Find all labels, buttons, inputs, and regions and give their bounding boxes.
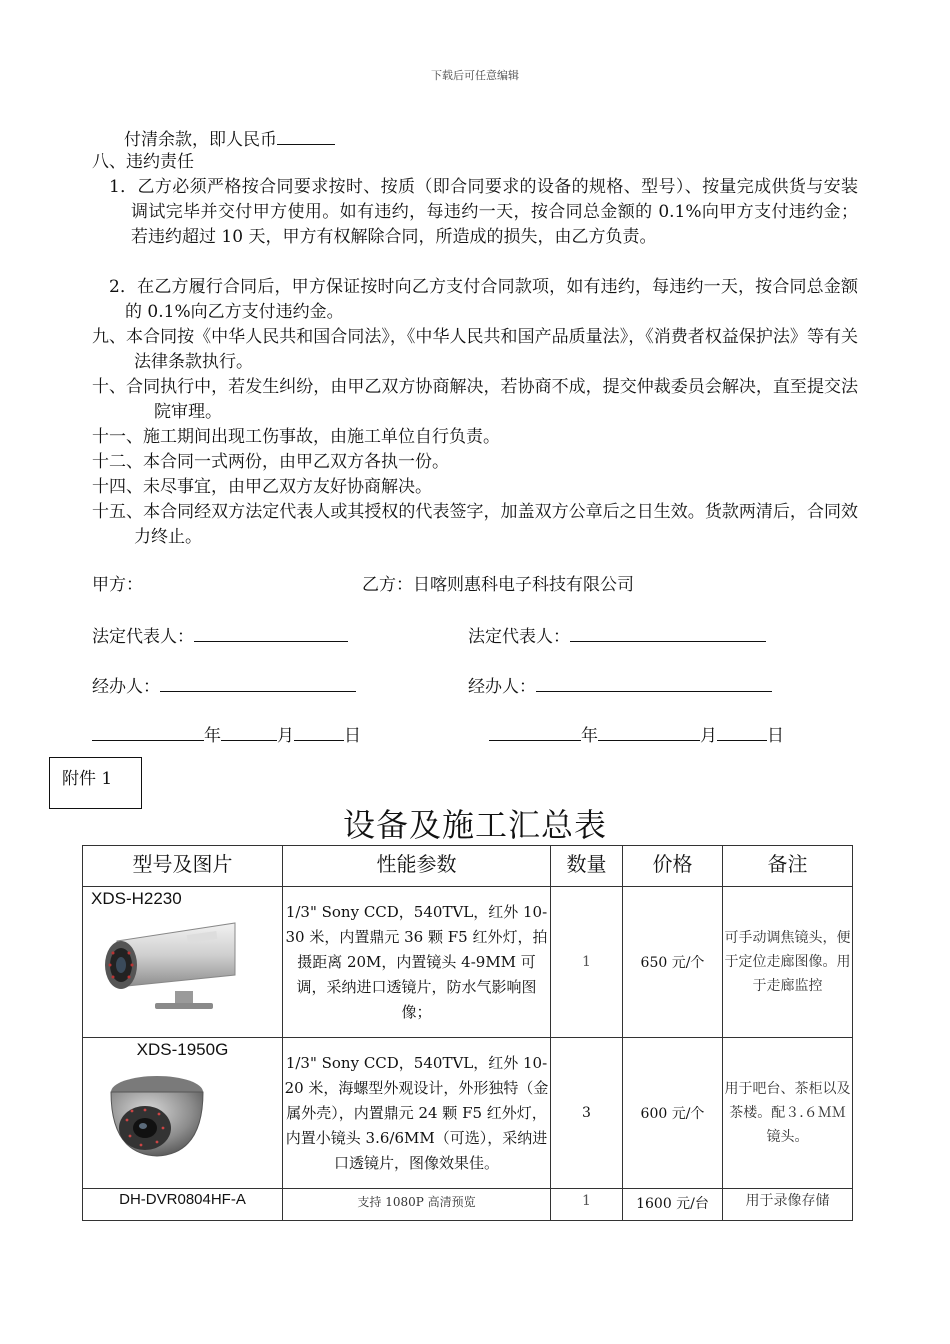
dome-camera-icon bbox=[97, 1062, 207, 1162]
page-header-note: 下载后可任意编辑 bbox=[431, 69, 519, 82]
column-header-note: 备注 bbox=[723, 846, 853, 887]
table-row bbox=[83, 1189, 853, 1221]
date-b-month-blank bbox=[598, 722, 700, 741]
date-a-year: 年 bbox=[204, 726, 221, 746]
model-cell bbox=[83, 887, 283, 1038]
date-a-year-blank bbox=[92, 722, 204, 741]
date-b-year-blank bbox=[489, 722, 581, 741]
appendix-label: 附件 1 bbox=[62, 769, 113, 789]
date-b-day-blank bbox=[717, 722, 767, 741]
qty-cell: 1 bbox=[551, 887, 623, 1038]
model-name: XDS-1950G bbox=[136, 1040, 229, 1059]
payment-text: 付清余款，即人民币 bbox=[124, 130, 277, 150]
section11: 十一、施工期间出现工伤事故，由施工单位自行负责。 bbox=[92, 427, 500, 447]
appendix-title: 设备及施工汇总表 bbox=[342, 807, 607, 843]
handler-b-blank bbox=[536, 673, 772, 692]
party-a-label: 甲方： bbox=[92, 575, 143, 595]
date-b-year: 年 bbox=[581, 726, 598, 746]
party-b-label: 乙方：日喀则惠科电子科技有限公司 bbox=[362, 575, 634, 595]
section9: 九、本合同按《中华人民共和国合同法》，《中华人民共和国产品质量法》，《消费者权益保护法》等有关法律条款执行。 bbox=[92, 327, 858, 372]
column-header-spec: 性能参数 bbox=[283, 846, 551, 887]
legal-rep-b-label: 法定代表人： bbox=[468, 627, 570, 647]
table-header-row bbox=[83, 846, 853, 887]
handler-a bbox=[92, 673, 356, 698]
section8-item2: 2．在乙方履行合同后，甲方保证按时向乙方支付合同款项，如有违约，每违约一天，按合同总金额的 0.1%向乙方支付违约金。 bbox=[109, 277, 858, 322]
section14: 十四、未尽事宜，由甲乙双方友好协商解决。 bbox=[92, 477, 432, 497]
equipment-table bbox=[82, 845, 853, 1221]
date-a-month: 月 bbox=[277, 726, 294, 746]
date-a-day: 日 bbox=[344, 726, 361, 746]
spec-cell: 1/3" Sony CCD，540TVL，红外 10-20 米，海螺型外观设计，外形独特（金属外壳），内置鼎元 24 颗 F5 红外灯，内置小镜头 3.6/6MM（可选），采纳进口透镜片，图像效果佳。 bbox=[283, 1038, 551, 1189]
payment-line bbox=[124, 126, 335, 153]
handler-a-label: 经办人： bbox=[92, 677, 160, 697]
payment-blank bbox=[277, 126, 335, 145]
spec-cell: 1/3" Sony CCD，540TVL，红外 10-30 米，内置鼎元 36 颗 F5 红外灯，拍摄距离 20M，内置镜头 4-9MM 可调，采纳进口透镜片，防水气影响图像； bbox=[283, 887, 551, 1038]
model-cell: DH-DVR0804HF-A bbox=[83, 1189, 283, 1221]
note-cell: 用于录像存储 bbox=[723, 1189, 853, 1221]
date-a bbox=[92, 722, 361, 747]
qty-cell: 3 bbox=[551, 1038, 623, 1189]
note-cell: 可手动调焦镜头，便于定位走廊图像。用于走廊监控 bbox=[723, 887, 853, 1038]
model-name: XDS-H2230 bbox=[91, 889, 182, 908]
section12: 十二、本合同一式两份，由甲乙双方各执一份。 bbox=[92, 452, 449, 472]
legal-rep-b bbox=[468, 623, 766, 648]
legal-rep-a bbox=[92, 623, 348, 648]
qty-cell: 1 bbox=[551, 1189, 623, 1221]
handler-b-label: 经办人： bbox=[468, 677, 536, 697]
date-b-day: 日 bbox=[767, 726, 784, 746]
legal-rep-a-blank bbox=[194, 623, 348, 642]
handler-a-blank bbox=[160, 673, 356, 692]
date-a-day-blank bbox=[294, 722, 344, 741]
bullet-camera-icon bbox=[95, 913, 245, 1013]
handler-b bbox=[468, 673, 772, 698]
table-row bbox=[83, 887, 853, 1038]
section15: 十五、本合同经双方法定代表人或其授权的代表签字，加盖双方公章后之日生效。货款两清后，合同效力终止。 bbox=[92, 502, 858, 547]
date-a-month-blank bbox=[221, 722, 277, 741]
price-cell: 600 元/个 bbox=[623, 1038, 723, 1189]
legal-rep-a-label: 法定代表人： bbox=[92, 627, 194, 647]
section8-item1: 1．乙方必须严格按合同要求按时、按质（即合同要求的设备的规格、型号）、按量完成供货与安装调试完毕并交付甲方使用。如有违约，每违约一天，按合同总金额的 0.1%向甲方支付违约金；若违约超过 10 天，甲方有权解除合同，所造成的损失，由乙方负责。 bbox=[109, 177, 858, 247]
spec-cell: 支持 1080P 高清预览 bbox=[283, 1189, 551, 1221]
date-b bbox=[489, 722, 784, 747]
column-header-price: 价格 bbox=[623, 846, 723, 887]
column-header-model: 型号及图片 bbox=[83, 846, 283, 887]
section10: 十、合同执行中，若发生纠纷，由甲乙双方协商解决，若协商不成，提交仲裁委员会解决，直至提交法院审理。 bbox=[92, 377, 858, 422]
model-cell bbox=[83, 1038, 283, 1189]
legal-rep-b-blank bbox=[570, 623, 766, 642]
section8-title: 八、违约责任 bbox=[92, 152, 194, 172]
price-cell: 650 元/个 bbox=[623, 887, 723, 1038]
table-row bbox=[83, 1038, 853, 1189]
note-cell: 用于吧台、茶柜以及茶楼。配３.６ＭＭ镜头。 bbox=[723, 1038, 853, 1189]
column-header-qty: 数量 bbox=[551, 846, 623, 887]
price-cell: 1600 元/台 bbox=[623, 1189, 723, 1221]
date-b-month: 月 bbox=[700, 726, 717, 746]
